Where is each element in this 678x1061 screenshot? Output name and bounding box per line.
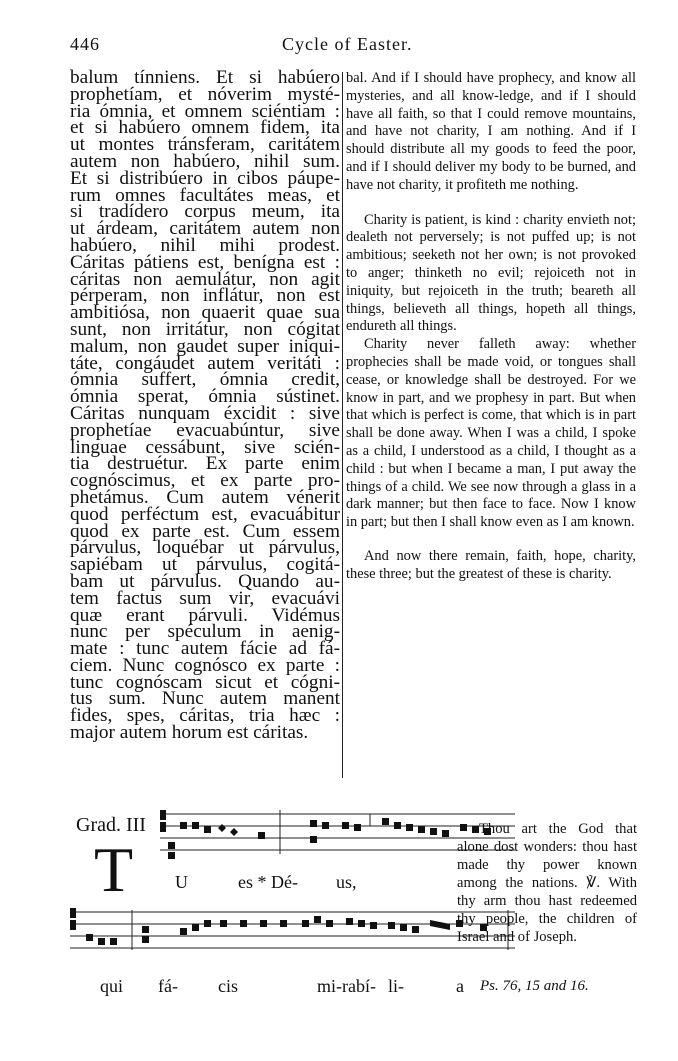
latin-line: bam ut párvulus. Quando au- <box>70 570 340 592</box>
latin-line: ciem. Nunc cognósco ex parte : <box>70 654 340 676</box>
latin-line: rum omnes facultátes meas, et <box>70 184 340 206</box>
latin-line: sapiébam ut párvulus, cogitá- <box>70 554 340 576</box>
latin-line: et si habúero omnem fidem, ita <box>70 117 340 139</box>
latin-line: balum tínniens. Et si habúero <box>70 67 340 88</box>
latin-line: ómnia suffert, ómnia credit, <box>70 369 340 391</box>
latin-line: linguae cessábunt, sive scién- <box>70 436 340 458</box>
latin-line: Cáritas nunquam éxcidit : sive <box>70 402 340 424</box>
latin-line: fides, spes, cáritas, tria hæc : <box>70 705 340 727</box>
gradual-translation <box>457 820 637 946</box>
chant-lyric: fá- <box>158 976 178 996</box>
chant-staff-2 <box>70 906 515 958</box>
chant-lyric: cis <box>218 976 238 996</box>
latin-line: tunc cognóscam sicut et cógni- <box>70 671 340 693</box>
latin-line: sunt, non irritátur, non cógitat <box>70 318 340 340</box>
running-title: Cycle of Easter. <box>282 34 413 54</box>
chant-lyric: us, <box>336 872 357 892</box>
latin-line: tia destruétur. Ex parte enim <box>70 453 340 475</box>
latin-line: prophetíae evacuabúntur, sive <box>70 419 340 441</box>
latin-line: malum, non gaudet super iniqui- <box>70 335 340 357</box>
latin-line: ria ómnia, et omnem sciéntiam : <box>70 100 340 122</box>
latin-line: Cáritas pátiens est, benígna est : <box>70 251 340 273</box>
gradual-reference: Ps. 76, 15 and 16. <box>480 978 589 994</box>
latin-line: pérperam, non inflátur, non est <box>70 285 340 307</box>
column-divider <box>342 72 343 778</box>
latin-line: prophetíam, et nóverim mysté- <box>70 83 340 105</box>
latin-line: quæ erant párvuli. Vidémus <box>70 604 340 626</box>
latin-line: Et si distribúero in cibos páupe- <box>70 167 340 189</box>
latin-line: ut árdeam, caritátem autem non <box>70 218 340 240</box>
latin-line: mate : tunc autem fácie ad fá- <box>70 638 340 660</box>
latin-line: autem non habúero, nihil sum. <box>70 150 340 172</box>
english-paragraph: Charity is patient, is kind : charity envieth not; dealeth not perversely; is not puffed up; is not ambitious; seeketh not her own; is not provoked to anger; thinketh no evil; rejoiceth not in iniquity, but rejoiceth in the truth; beareth all things, believeth all things, hopeth all things, endureth all things. <box>346 211 636 335</box>
page-number: 446 <box>70 34 100 54</box>
latin-line: tus sum. Nunc autem manent <box>70 688 340 710</box>
page-header <box>70 34 640 58</box>
latin-line: major autem horum est cáritas. <box>70 722 309 744</box>
english-paragraph: And now there remain, faith, hope, charity, these three; but the greatest of these is charity. <box>346 547 636 582</box>
latin-line: cáritas non aemulátur, non agit <box>70 268 340 290</box>
latin-line: ómnia sperat, ómnia sústinet. <box>70 386 340 408</box>
latin-line: cognóscimus, et ex parte pro- <box>70 470 340 492</box>
latin-line: nunc per spéculum in aenig- <box>70 621 340 643</box>
latin-line: si tradídero corpus meum, ita <box>70 201 340 223</box>
gradual-label: Grad. III <box>76 814 146 836</box>
latin-line: phetámus. Cum autem vénerit <box>70 486 340 508</box>
initial-letter: T <box>94 834 134 905</box>
english-column <box>346 70 636 584</box>
chant-lyric: es * Dé- <box>238 872 298 892</box>
gradual-section <box>70 800 645 1040</box>
chant-lyric: qui <box>100 976 124 996</box>
latin-line: quod perféctum est, evacuábitur <box>70 503 340 525</box>
latin-line: habúero, nihil mihi prodest. <box>70 234 340 256</box>
latin-line: párvulus, loquébar ut párvulus, <box>70 537 340 559</box>
latin-column <box>70 67 340 744</box>
gradual-translation-text: Thou art the God that alone dost wonders: thou hast made thy power known among the nations. ℣. With thy arm thou hast redeemed thy people, the children of Israel and of Joseph. <box>457 821 637 945</box>
text-columns <box>70 67 640 780</box>
latin-line: quod ex parte est. Cum essem <box>70 520 340 542</box>
english-paragraph: bal. And if I should have prophecy, and know all mysteries, and all know-ledge, and if I should have all faith, so that I could remove mountains, and have not charity, I am nothing. And if I should distribute all my goods to feed the poor, and if I should deliver my body to be burned, and have not charity, it profiteth me nothing. <box>346 70 636 193</box>
chant-lyric: li- <box>388 976 404 996</box>
latin-line: táte, congáudet autem veritáti : <box>70 352 340 374</box>
latin-line: ambitiósa, non quaerit quae sua <box>70 302 340 324</box>
chant-lyric: mi-rabí- <box>317 976 376 996</box>
latin-line: ut montes tránsferam, caritátem <box>70 134 340 156</box>
chant-lyric: U <box>175 872 188 892</box>
latin-line: tem factus sum vir, evacuávi <box>70 587 340 609</box>
english-paragraph: Charity never falleth away: whether prophecies shall be made void, or tongues shall cease, or knowledge shall be destroyed. For we know in part, and we prophesy in part. But when that which is perfect is come, that which is in part shall be done away. When I was a child, I spoke as a child, I understood as a child, I thought as a child : but when I became a man, I put away the things of a child. We see now through a glass in a dark manner; but then face to face. Now I know in part; but then I shall know even as I am known. <box>346 336 636 531</box>
chant-lyric: a <box>456 976 464 996</box>
